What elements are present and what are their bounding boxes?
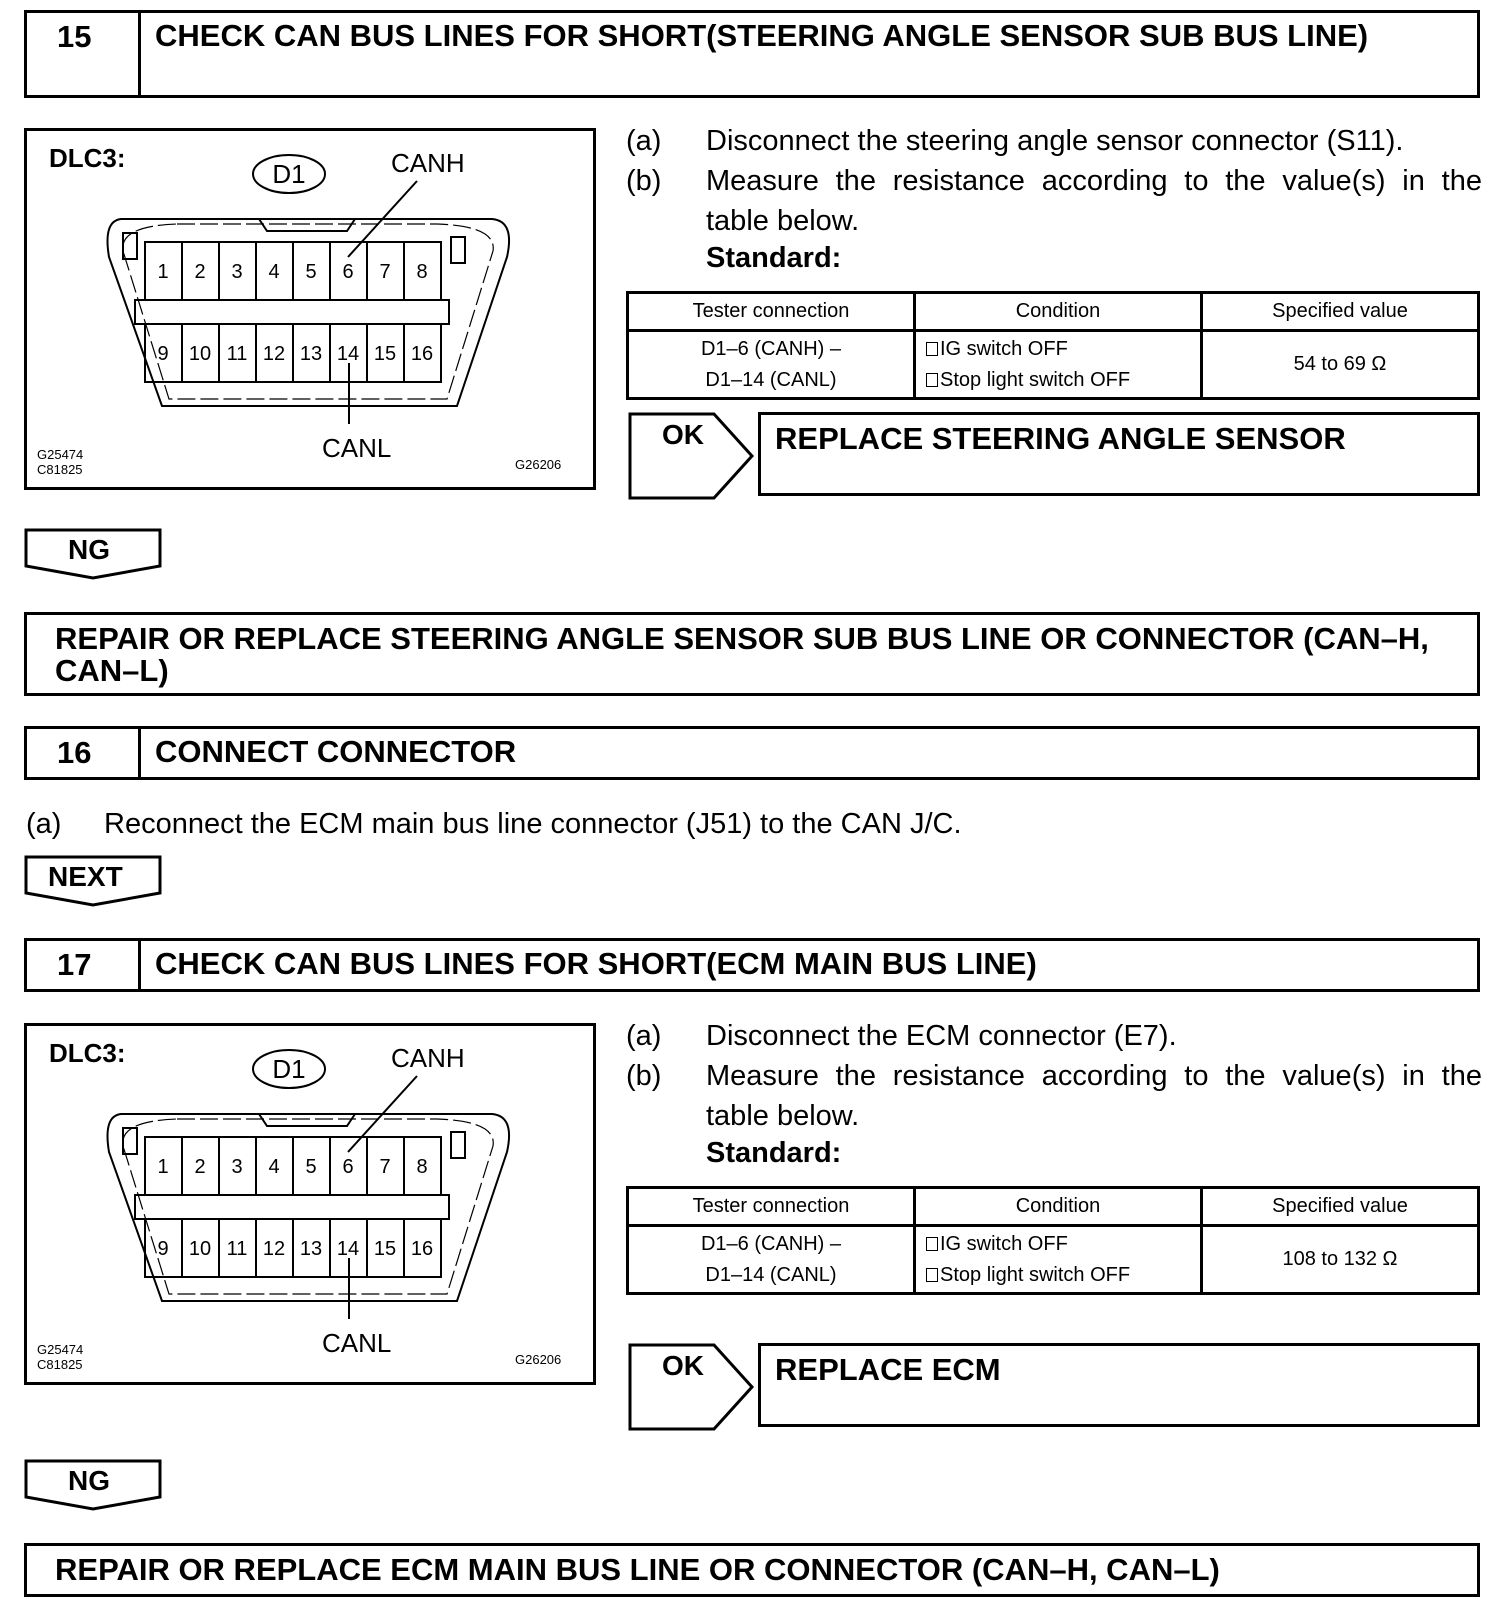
connector-divider-bar [135, 300, 449, 324]
pin-14: 14 [336, 1238, 360, 1260]
instruction-b [626, 161, 1482, 241]
table-header: Specified value [1202, 293, 1479, 331]
instruction-text: Measure the resistance according to the value(s) in the table below. [706, 1060, 1482, 1132]
pin-12: 12 [262, 1238, 286, 1260]
table-header: Condition [915, 1188, 1202, 1226]
checkbox-icon [926, 342, 938, 356]
pin-9: 9 [157, 1238, 169, 1260]
connector-inner-outline [123, 224, 494, 399]
tester-connection-cell [628, 1226, 915, 1294]
dlc3-connector-figure [24, 128, 596, 490]
left-latch [123, 233, 137, 259]
instruction-label: (a) [626, 1020, 662, 1052]
ng-label: NG [68, 534, 110, 565]
pin-12: 12 [262, 343, 286, 365]
figure-code-right: G26206 [515, 457, 562, 472]
table-header: Tester connection [628, 293, 915, 331]
pin-9: 9 [157, 343, 169, 365]
instruction-label: (b) [626, 1060, 662, 1092]
tester-line-1: D1–6 (CANH) – [700, 337, 842, 360]
dlc3-connector-diagram [27, 131, 593, 487]
instruction-text: Disconnect the steering angle sensor connector (S11). [706, 125, 1404, 157]
canh-label: CANH [391, 1043, 465, 1073]
checkbox-icon [926, 1237, 938, 1251]
connector-id: D1 [272, 159, 306, 189]
standard-label: Standard: [706, 242, 842, 274]
instruction-label: (a) [626, 125, 662, 157]
step-number: 16 [27, 729, 141, 777]
step-16-instruction-text: Reconnect the ECM main bus line connector (J51) to the CAN J/C. [104, 808, 962, 840]
connector-key [259, 1114, 355, 1126]
condition-line-2: Stop light switch OFF [940, 368, 1131, 391]
ng-flag [24, 1459, 164, 1513]
connector-id: D1 [272, 1054, 306, 1084]
figure-code-left-2: C81825 [37, 462, 83, 477]
pin-16: 16 [410, 343, 434, 365]
connector-label: DLC3: [49, 1038, 126, 1068]
step-17-header [24, 938, 1480, 992]
pin-15: 15 [373, 343, 397, 365]
dlc3-connector-diagram [27, 1026, 593, 1382]
step-title: CONNECT CONNECTOR [155, 734, 517, 769]
instruction-a [626, 121, 1482, 161]
ok-flag [628, 1343, 758, 1431]
condition-cell [915, 331, 1202, 399]
pin-5: 5 [305, 261, 317, 283]
specification-table [626, 291, 1480, 400]
connector-divider-bar [135, 1195, 449, 1219]
step-16-header [24, 726, 1480, 780]
step-15-header [24, 10, 1480, 98]
next-flag [24, 855, 164, 909]
table-header: Condition [915, 293, 1202, 331]
ng-label: NG [68, 1465, 110, 1496]
pin-16: 16 [410, 1238, 434, 1260]
pin-4: 4 [268, 261, 280, 283]
canl-label: CANL [322, 1328, 392, 1358]
pin-1: 1 [157, 1156, 169, 1178]
pin-10: 10 [188, 1238, 212, 1260]
ok-action-box: REPLACE ECM [758, 1343, 1480, 1427]
left-latch [123, 1128, 137, 1154]
pin-2: 2 [194, 1156, 206, 1178]
pin-13: 13 [299, 343, 323, 365]
specified-value-cell: 54 to 69 Ω [1202, 331, 1479, 399]
pin-8: 8 [416, 261, 428, 283]
instruction-text: Disconnect the ECM connector (E7). [706, 1020, 1177, 1052]
pin-3: 3 [231, 261, 243, 283]
pin-13: 13 [299, 1238, 323, 1260]
figure-code-left-2: C81825 [37, 1357, 83, 1372]
condition-line-1: IG switch OFF [940, 1232, 1068, 1255]
table-row [628, 331, 1479, 399]
ng-action-box: REPAIR OR REPLACE ECM MAIN BUS LINE OR CONNECTOR (CAN–H, CAN–L) [24, 1543, 1480, 1597]
dlc3-connector-figure [24, 1023, 596, 1385]
step-title: CHECK CAN BUS LINES FOR SHORT(ECM MAIN BUS LINE) [155, 946, 1037, 981]
right-latch [451, 237, 465, 263]
step-title: CHECK CAN BUS LINES FOR SHORT(STEERING ANGLE SENSOR SUB BUS LINE) [155, 18, 1369, 53]
canh-label: CANH [391, 148, 465, 178]
pin-6: 6 [342, 261, 354, 283]
step-16-instruction-label: (a) [26, 808, 62, 840]
checkbox-icon [926, 373, 938, 387]
condition-cell [915, 1226, 1202, 1294]
pin-6: 6 [342, 1156, 354, 1178]
table-header: Tester connection [628, 1188, 915, 1226]
instruction-label: (b) [626, 165, 662, 197]
figure-code-left-1: G25474 [37, 447, 84, 462]
pin-10: 10 [188, 343, 212, 365]
next-label: NEXT [48, 861, 123, 892]
pin-4: 4 [268, 1156, 280, 1178]
condition-line-1: IG switch OFF [940, 337, 1068, 360]
step-number: 15 [27, 13, 141, 95]
tester-line-1: D1–6 (CANH) – [700, 1232, 842, 1255]
connector-key [259, 219, 355, 231]
instruction-b [626, 1056, 1482, 1136]
pin-3: 3 [231, 1156, 243, 1178]
tester-line-2: D1–14 (CANL) [705, 368, 837, 391]
pin-5: 5 [305, 1156, 317, 1178]
step-number: 17 [27, 941, 141, 989]
table-row [628, 1226, 1479, 1294]
connector-inner-outline [123, 1119, 494, 1294]
tester-line-2: D1–14 (CANL) [705, 1263, 837, 1286]
right-latch [451, 1132, 465, 1158]
instruction-text: Measure the resistance according to the value(s) in the table below. [706, 165, 1482, 237]
ok-label: OK [662, 1350, 704, 1381]
ok-action-box: REPLACE STEERING ANGLE SENSOR [758, 412, 1480, 496]
figure-code-right: G26206 [515, 1352, 562, 1367]
checkbox-icon [926, 1268, 938, 1282]
instruction-a [626, 1016, 1482, 1056]
tester-connection-cell [628, 331, 915, 399]
ok-label: OK [662, 419, 704, 450]
pin-7: 7 [379, 261, 391, 283]
table-header: Specified value [1202, 1188, 1479, 1226]
figure-code-left-1: G25474 [37, 1342, 84, 1357]
pin-2: 2 [194, 261, 206, 283]
condition-line-2: Stop light switch OFF [940, 1263, 1131, 1286]
pin-8: 8 [416, 1156, 428, 1178]
ok-flag [628, 412, 758, 500]
canl-label: CANL [322, 433, 392, 463]
specification-table [626, 1186, 1480, 1295]
connector-label: DLC3: [49, 143, 126, 173]
pin-11: 11 [226, 1238, 248, 1260]
pin-1: 1 [157, 261, 169, 283]
ng-action-box: REPAIR OR REPLACE STEERING ANGLE SENSOR SUB BUS LINE OR CONNECTOR (CAN–H, CAN–L) [24, 612, 1480, 696]
pin-14: 14 [336, 343, 360, 365]
specified-value-cell: 108 to 132 Ω [1202, 1226, 1479, 1294]
pin-11: 11 [226, 343, 248, 365]
ng-flag [24, 528, 164, 582]
pin-7: 7 [379, 1156, 391, 1178]
pin-15: 15 [373, 1238, 397, 1260]
standard-label: Standard: [706, 1137, 842, 1169]
